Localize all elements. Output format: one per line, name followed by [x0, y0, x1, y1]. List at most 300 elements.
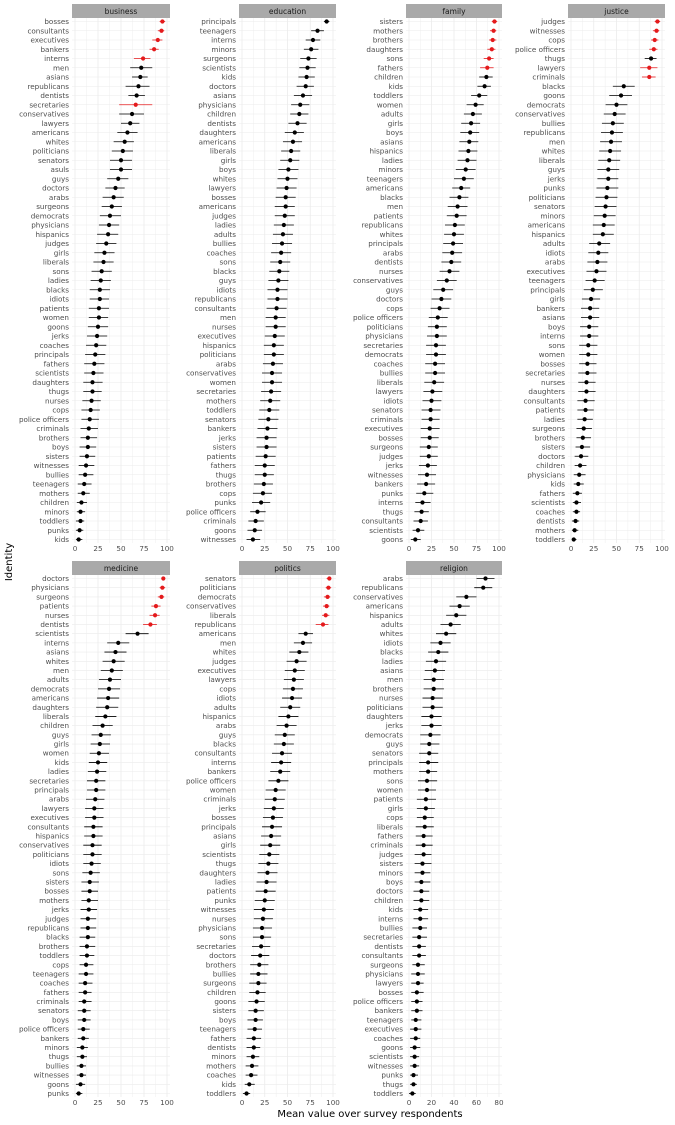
category-label: asians — [46, 72, 69, 82]
data-point — [427, 742, 431, 746]
data-point — [297, 650, 301, 654]
data-point — [619, 93, 623, 97]
category-label: nurses — [45, 396, 69, 406]
data-point — [297, 112, 301, 116]
category-label: adults — [213, 229, 236, 239]
category-label: police officers — [514, 44, 565, 54]
category-label: executives — [30, 813, 69, 823]
data-point — [110, 668, 114, 672]
data-point — [82, 482, 86, 486]
category-label: americans — [198, 137, 236, 147]
data-point — [277, 269, 281, 273]
data-point — [429, 408, 433, 412]
x-tick-label: 60 — [471, 1098, 482, 1107]
x-tick-label: 75 — [305, 544, 315, 553]
category-label: interns — [44, 54, 69, 63]
data-point — [311, 38, 315, 42]
data-point — [649, 56, 653, 60]
category-label: principals — [530, 285, 565, 295]
category-label: coaches — [206, 1070, 236, 1080]
data-point — [161, 576, 165, 580]
category-label: executives — [364, 424, 403, 433]
data-point — [423, 816, 427, 820]
data-point — [83, 473, 87, 477]
category-label: bullies — [379, 923, 403, 933]
category-label: minors — [211, 44, 236, 54]
data-point — [304, 84, 308, 88]
category-label: fathers — [210, 1033, 236, 1043]
data-point — [574, 500, 578, 504]
category-label: judges — [212, 211, 236, 221]
data-point — [261, 917, 265, 921]
category-label: kids — [388, 905, 403, 915]
data-point — [253, 528, 257, 532]
data-point — [414, 1018, 418, 1022]
category-label: boys — [386, 128, 403, 137]
category-label: minors — [378, 165, 403, 174]
category-label: nurses — [379, 266, 403, 276]
category-label: senators — [371, 748, 403, 758]
category-label: fathers — [539, 488, 565, 498]
category-label: conservatives — [186, 601, 236, 611]
data-point — [456, 204, 460, 208]
x-tick-label: 50 — [116, 544, 126, 553]
data-point — [582, 426, 586, 430]
category-label: liberals — [376, 822, 403, 832]
category-label: politicians — [199, 350, 236, 359]
category-label: patients — [373, 794, 403, 804]
data-point — [429, 417, 433, 421]
data-point — [154, 604, 158, 608]
category-label: dentists — [207, 1043, 236, 1053]
category-label: nurses — [212, 914, 236, 924]
data-point — [583, 408, 587, 412]
data-point — [86, 445, 90, 449]
data-point — [427, 445, 431, 449]
data-point — [585, 371, 589, 375]
data-point — [90, 852, 94, 856]
data-point — [87, 898, 91, 902]
category-label: sons — [386, 54, 403, 63]
data-point — [89, 399, 93, 403]
category-label: liberals — [376, 377, 403, 387]
facet-strip-label: education — [268, 6, 307, 16]
category-label: children — [207, 109, 236, 119]
category-label: witnesses — [33, 461, 69, 470]
data-point — [148, 622, 152, 626]
data-point — [87, 426, 91, 430]
data-point — [260, 935, 264, 939]
data-point — [326, 586, 330, 590]
category-label: secretaries — [525, 368, 565, 378]
category-label: physicians — [31, 220, 69, 230]
category-label: men — [387, 202, 403, 211]
category-label: arabs — [544, 257, 565, 267]
facet-strip-label: justice — [604, 6, 629, 16]
category-label: scientists — [202, 849, 236, 859]
category-label: daughters — [199, 128, 236, 137]
category-label: surgeons — [203, 978, 236, 988]
category-label: surgeons — [370, 960, 403, 970]
category-label: patients — [535, 405, 565, 415]
data-point — [265, 871, 269, 875]
category-label: jerks — [218, 433, 236, 443]
data-point — [87, 907, 91, 911]
x-tick-label: 25 — [260, 544, 270, 553]
category-label: principals — [201, 17, 236, 26]
category-label: guys — [385, 739, 403, 749]
data-point — [477, 93, 481, 97]
category-label: bullies — [45, 470, 69, 480]
category-label: punks — [47, 525, 69, 535]
category-label: whites — [45, 656, 69, 666]
data-point — [573, 528, 577, 532]
category-label: children — [207, 987, 236, 997]
category-label: sons — [386, 776, 403, 786]
data-point — [98, 742, 102, 746]
data-point — [327, 576, 331, 580]
category-label: lawyers — [41, 118, 69, 128]
category-label: thugs — [48, 1052, 69, 1062]
data-point — [414, 1027, 418, 1031]
category-label: cops — [548, 35, 565, 45]
category-label: scientists — [369, 525, 403, 535]
data-point — [257, 963, 261, 967]
category-label: coaches — [535, 507, 565, 517]
category-label: democrats — [30, 684, 69, 694]
category-label: daughters — [366, 711, 403, 721]
data-point — [85, 944, 89, 948]
x-tick-label: 50 — [611, 544, 622, 553]
data-point — [292, 678, 296, 682]
data-point — [85, 454, 89, 458]
data-point — [444, 632, 448, 636]
category-label: interns — [540, 331, 565, 341]
data-point — [95, 770, 99, 774]
category-label: conservatives — [19, 840, 69, 850]
data-point — [413, 1045, 417, 1049]
data-point — [139, 66, 143, 70]
category-label: minors — [378, 868, 403, 878]
data-point — [275, 288, 279, 292]
category-label: hispanics — [35, 831, 69, 841]
data-point — [427, 751, 431, 755]
category-label: criminals — [370, 840, 403, 850]
category-label: executives — [364, 1024, 403, 1034]
category-label: boys — [386, 877, 403, 887]
category-label: senators — [533, 202, 565, 211]
category-label: hispanics — [531, 229, 565, 239]
category-label: consultants — [523, 396, 565, 406]
data-point — [99, 278, 103, 282]
data-point — [273, 334, 277, 338]
category-label: criminals — [36, 997, 69, 1007]
category-label: police officers — [352, 313, 403, 322]
category-label: women — [376, 785, 403, 795]
data-point — [422, 834, 426, 838]
category-label: men — [53, 665, 69, 675]
x-axis-title: Mean value over survey respondents — [277, 1109, 463, 1120]
data-point — [262, 482, 266, 486]
category-label: bosses — [44, 886, 69, 896]
category-label: women — [376, 100, 403, 110]
data-point — [108, 214, 112, 218]
category-label: executives — [526, 266, 565, 276]
x-tick-label: 25 — [426, 544, 437, 553]
data-point — [251, 537, 255, 541]
category-label: executives — [197, 665, 236, 675]
data-point — [258, 953, 262, 957]
data-point — [301, 641, 305, 645]
category-label: senators — [204, 574, 236, 583]
data-point — [86, 935, 90, 939]
category-label: bullies — [379, 368, 403, 378]
data-point — [280, 241, 284, 245]
data-point — [269, 389, 273, 393]
data-point — [428, 733, 432, 737]
data-point — [98, 297, 102, 301]
data-point — [305, 66, 309, 70]
data-point — [471, 112, 475, 116]
category-label: republicans — [27, 81, 69, 91]
x-tick-label: 100 — [160, 544, 174, 553]
category-label: nurses — [379, 693, 403, 703]
category-label: punks — [214, 895, 236, 905]
data-point — [261, 491, 265, 495]
data-point — [584, 389, 588, 393]
data-point — [97, 306, 101, 310]
category-label: executives — [197, 331, 236, 341]
category-label: brothers — [38, 941, 69, 951]
category-label: goons — [47, 1079, 69, 1089]
category-label: scientists — [35, 368, 69, 378]
data-point — [81, 1027, 85, 1031]
data-point — [455, 214, 459, 218]
data-point — [424, 797, 428, 801]
category-label: hispanics — [369, 610, 403, 620]
category-label: nurses — [45, 610, 69, 620]
data-point — [410, 1091, 414, 1095]
data-point — [83, 990, 87, 994]
data-point — [279, 760, 283, 764]
data-point — [573, 519, 577, 523]
category-label: men — [549, 137, 565, 147]
category-label: arabs — [48, 794, 69, 804]
category-label: thugs — [544, 54, 565, 63]
category-label: doctors — [209, 81, 236, 91]
category-label: lawyers — [375, 387, 403, 396]
data-point — [425, 779, 429, 783]
data-point — [606, 177, 610, 181]
x-tick-label: 0 — [239, 1098, 245, 1107]
data-point — [434, 343, 438, 347]
data-point — [458, 604, 462, 608]
data-point — [78, 1082, 82, 1086]
data-point — [321, 622, 325, 626]
category-label: goons — [47, 322, 69, 332]
category-label: consultants — [194, 303, 236, 313]
data-point — [268, 843, 272, 847]
data-point — [324, 613, 328, 617]
category-label: goons — [214, 997, 236, 1007]
data-point — [288, 705, 292, 709]
category-label: adults — [542, 239, 565, 248]
data-point — [325, 604, 329, 608]
data-point — [315, 29, 319, 33]
data-point — [103, 714, 107, 718]
category-label: whites — [379, 629, 403, 639]
category-label: men — [387, 675, 403, 685]
data-point — [301, 93, 305, 97]
x-tick-label: 50 — [116, 1098, 126, 1107]
data-point — [95, 334, 99, 338]
category-label: republicans — [194, 294, 236, 304]
data-point — [490, 47, 494, 51]
x-tick-label: 75 — [305, 1098, 315, 1107]
category-label: thugs — [382, 1079, 403, 1089]
data-point — [274, 325, 278, 329]
category-label: judges — [45, 914, 69, 924]
data-point — [425, 788, 429, 792]
category-label: politicians — [32, 849, 69, 859]
category-label: bosses — [211, 192, 236, 202]
category-label: idiots — [49, 294, 69, 304]
data-point — [593, 278, 597, 282]
category-label: arabs — [48, 192, 69, 202]
category-label: kids — [54, 757, 69, 767]
category-label: police officers — [18, 414, 69, 424]
category-label: principals — [201, 822, 236, 832]
category-label: witnesses — [33, 1070, 69, 1080]
category-label: minors — [211, 1052, 236, 1062]
category-label: americans — [365, 183, 403, 193]
data-point — [587, 325, 591, 329]
category-label: sisters — [45, 877, 69, 887]
category-label: idiots — [216, 693, 236, 703]
category-label: whites — [379, 229, 403, 239]
category-label: secretaries — [29, 100, 69, 110]
data-point — [449, 260, 453, 264]
data-point — [84, 963, 88, 967]
category-label: jerks — [385, 721, 403, 731]
data-point — [113, 650, 117, 654]
category-label: asuls — [50, 165, 69, 174]
data-point — [256, 972, 260, 976]
category-label: physicians — [198, 923, 236, 933]
data-point — [270, 371, 274, 375]
data-point — [90, 389, 94, 393]
category-label: mothers — [39, 895, 69, 905]
category-label: adults — [213, 702, 236, 712]
data-point — [79, 1073, 83, 1077]
category-label: teenagers — [366, 1015, 403, 1025]
category-label: sons — [219, 257, 236, 267]
category-label: toddlers — [39, 951, 69, 961]
category-label: girls — [53, 248, 69, 258]
data-point — [271, 362, 275, 366]
data-point — [432, 380, 436, 384]
data-point — [466, 149, 470, 153]
data-point — [252, 1045, 256, 1049]
category-label: guys — [218, 730, 236, 740]
category-label: judges — [379, 849, 403, 859]
category-label: sisters — [379, 17, 403, 26]
category-label: asians — [380, 137, 403, 147]
x-tick-label: 100 — [492, 544, 506, 553]
category-label: sisters — [212, 442, 236, 452]
data-point — [428, 426, 432, 430]
category-label: adults — [46, 675, 69, 685]
data-point — [116, 177, 120, 181]
data-point — [430, 389, 434, 393]
category-label: boys — [52, 1015, 69, 1025]
data-point — [588, 306, 592, 310]
data-point — [485, 66, 489, 70]
category-label: teenagers — [199, 26, 236, 36]
data-point — [259, 944, 263, 948]
category-label: patients — [373, 211, 403, 221]
data-point — [264, 454, 268, 458]
facet-strip-label: religion — [440, 563, 468, 573]
category-label: bullies — [45, 1061, 69, 1071]
category-label: cops — [386, 303, 403, 313]
category-label: criminals — [203, 794, 236, 804]
data-point — [88, 417, 92, 421]
data-point — [419, 519, 423, 523]
category-label: lawyers — [375, 978, 403, 988]
category-label: goons — [381, 535, 403, 544]
category-label: dentists — [40, 619, 69, 629]
category-label: bosses — [211, 813, 236, 823]
data-point — [100, 269, 104, 273]
data-point — [160, 586, 164, 590]
category-label: teenagers — [32, 479, 69, 489]
data-point — [107, 223, 111, 227]
data-point — [603, 214, 607, 218]
data-point — [295, 121, 299, 125]
category-label: interns — [378, 914, 403, 924]
category-label: surgeons — [36, 592, 69, 602]
data-point — [441, 288, 445, 292]
data-point — [263, 898, 267, 902]
data-point — [459, 186, 463, 190]
data-point — [290, 696, 294, 700]
x-tick-label: 50 — [282, 544, 293, 553]
category-label: goons — [214, 525, 236, 535]
data-point — [304, 632, 308, 636]
category-label: ladies — [381, 155, 403, 165]
category-label: sons — [548, 340, 565, 350]
category-label: republicans — [194, 619, 236, 629]
data-point — [432, 687, 436, 691]
category-label: boys — [219, 1015, 236, 1025]
category-label: idiots — [545, 248, 565, 258]
category-label: senators — [204, 414, 236, 424]
data-point — [135, 93, 139, 97]
data-point — [128, 121, 132, 125]
x-tick-label: 0 — [568, 544, 574, 553]
data-point — [88, 880, 92, 884]
data-point — [78, 528, 82, 532]
category-label: interns — [211, 35, 236, 45]
data-point — [439, 297, 443, 301]
data-point — [284, 186, 288, 190]
category-label: jerks — [218, 803, 236, 813]
category-label: minors — [44, 1043, 69, 1053]
data-point — [435, 334, 439, 338]
data-point — [252, 1036, 256, 1040]
category-label: children — [40, 721, 69, 731]
